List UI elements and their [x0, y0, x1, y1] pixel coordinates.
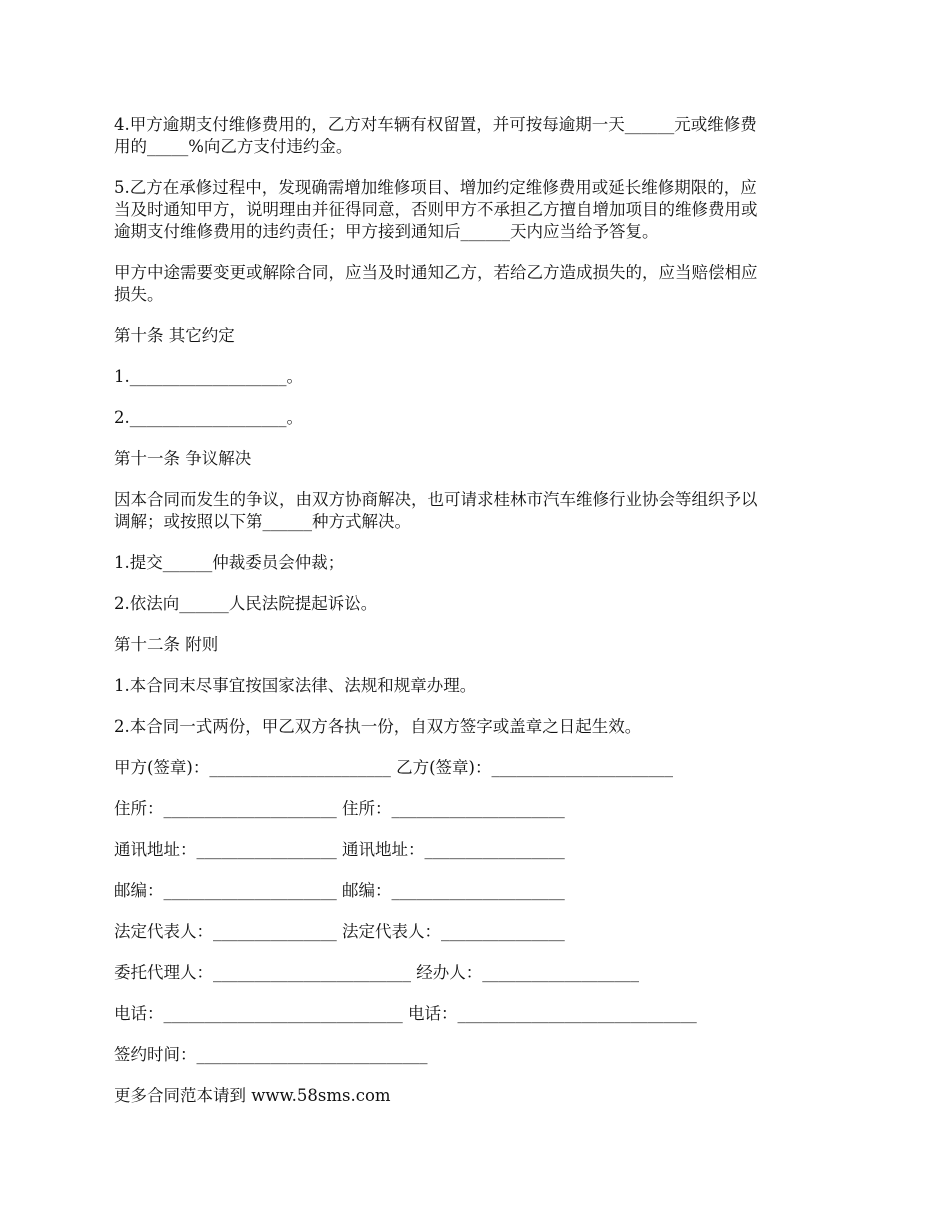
- text-line: 第十条 其它约定: [114, 326, 235, 345]
- text-line: 4.甲方逾期支付维修费用的，乙方对车辆有权留置，并可按每逾期一天______元或维修费: [114, 115, 757, 134]
- legal-representative-line: [114, 921, 840, 943]
- signature-party-line: [114, 757, 840, 779]
- text-line: 因本合同而发生的争议，由双方协商解决，也可请求桂林市汽车维修行业协会等组织予以: [114, 490, 758, 509]
- text-line: 1.___________________。: [114, 367, 303, 386]
- text-line: 1.提交______仲裁委员会仲裁；: [114, 553, 345, 572]
- text-line: 邮编：_____________________ 邮编：_____________________: [114, 881, 565, 900]
- clause-5-additional-items: [114, 177, 840, 243]
- text-line: 2.本合同一式两份，甲乙双方各执一份，自双方签字或盖章之日起生效。: [114, 717, 642, 736]
- article-10-heading: [114, 325, 840, 347]
- text-line: 住所：_____________________ 住所：_____________________: [114, 799, 565, 818]
- address-line: [114, 798, 840, 820]
- text-line: 当及时通知甲方，说明理由并征得同意，否则甲方不承担乙方擅自增加项目的维修费用或: [114, 200, 758, 219]
- text-line: 委托代理人：________________________ 经办人：___________________: [114, 963, 639, 982]
- text-line: 2.依法向______人民法院提起诉讼。: [114, 594, 378, 613]
- article-11-heading: [114, 448, 840, 470]
- text-line: 甲方(签章)：______________________ 乙方(签章)：______________________: [114, 758, 673, 777]
- supplementary-1: [114, 675, 840, 697]
- text-line: 第十一条 争议解决: [114, 449, 252, 468]
- dispute-option-arbitration: [114, 552, 840, 574]
- text-line: 逾期支付维修费用的违约责任；甲方接到通知后______天内应当给予答复。: [114, 222, 659, 241]
- text-line: 甲方中途需要变更或解除合同，应当及时通知乙方，若给乙方造成损失的，应当赔偿相应: [114, 263, 758, 282]
- signing-date-line: [114, 1044, 840, 1066]
- dispute-resolution-paragraph: [114, 489, 840, 533]
- article-12-heading: [114, 634, 840, 656]
- agent-line: [114, 962, 840, 984]
- postal-code-line: [114, 880, 840, 902]
- supplementary-2: [114, 716, 840, 738]
- text-line: 损失。: [114, 285, 164, 304]
- text-line: 第十二条 附则: [114, 635, 219, 654]
- text-line: 签约时间：____________________________: [114, 1045, 428, 1064]
- phone-line: [114, 1003, 840, 1025]
- text-line: 2.___________________。: [114, 408, 303, 427]
- more-templates-footer: [114, 1085, 840, 1107]
- text-line: 通讯地址：_________________ 通讯地址：_________________: [114, 840, 565, 859]
- contract-body: [114, 114, 840, 1107]
- text-line: 电话：_____________________________ 电话：_____________________________: [114, 1004, 697, 1023]
- mailing-address-line: [114, 839, 840, 861]
- text-line: 5.乙方在承修过程中，发现确需增加维修项目、增加约定维修费用或延长维修期限的，应: [114, 178, 757, 197]
- dispute-option-litigation: [114, 593, 840, 615]
- text-line: 用的_____%向乙方支付违约金。: [114, 137, 353, 156]
- other-agreement-1: [114, 366, 840, 388]
- text-line: 1.本合同末尽事宜按国家法律、法规和规章办理。: [114, 676, 477, 695]
- other-agreement-2: [114, 407, 840, 429]
- text-line: 更多合同范本请到 www.58sms.com: [114, 1086, 391, 1105]
- text-line: 调解；或按照以下第______种方式解决。: [114, 512, 411, 531]
- text-line: 法定代表人：_______________ 法定代表人：_______________: [114, 922, 565, 941]
- contract-change-paragraph: [114, 262, 840, 306]
- clause-4-overdue-payment: [114, 114, 840, 158]
